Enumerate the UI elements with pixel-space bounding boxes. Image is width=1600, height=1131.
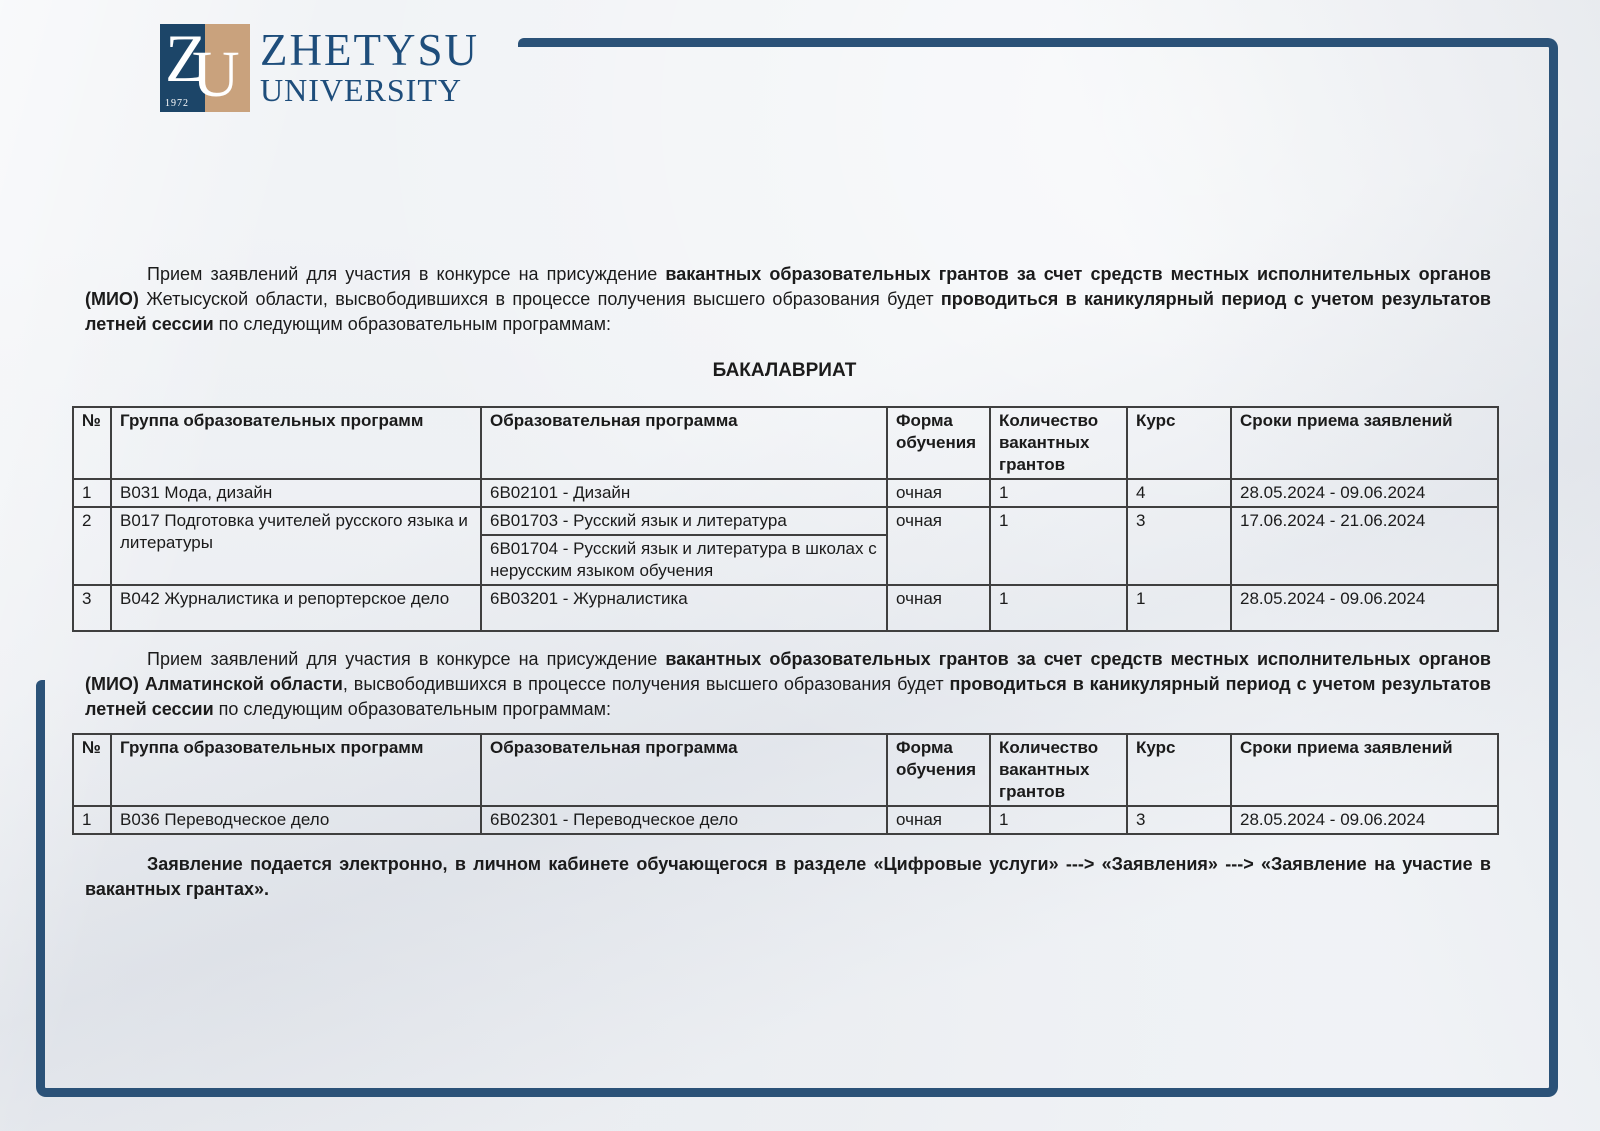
paragraph-text: по следующим образовательным программам: (213, 699, 612, 719)
column-header-form: Форма обучения (887, 734, 990, 806)
paragraph-bold-text: проводиться в каникулярный период с учетом результатов летней сессии (85, 674, 1491, 719)
column-header-group: Группа образовательных программ (111, 734, 481, 806)
logo-title: ZHETYSU (260, 25, 479, 75)
column-header-form: Форма обучения (887, 407, 990, 479)
logo-subtitle: UNIVERSITY (260, 72, 462, 108)
column-header-dates: Сроки приема заявлений (1231, 734, 1498, 806)
cell-course: 4 (1127, 479, 1231, 507)
cell-group: B017 Подготовка учителей русского языка и литературы (111, 507, 481, 585)
university-logo (160, 20, 479, 112)
paragraph-bold-text: проводиться в каникулярный период с учетом результатов летней сессии (85, 289, 1491, 334)
cell-grants: 1 (990, 507, 1127, 585)
paragraph-text: Жетысуской области, высвободившихся в процессе получения высшего образования будет (138, 289, 941, 309)
cell-form: очная (887, 479, 990, 507)
column-header-program: Образовательная программа (481, 734, 887, 806)
cell-form: очная (887, 806, 990, 834)
column-header-grants: Количество вакантных грантов (990, 407, 1127, 479)
cell-number: 1 (73, 479, 111, 507)
section-title-bachelor: БАКАЛАВРИАТ (712, 360, 857, 381)
paragraph-text: Прием заявлений для участия в конкурсе на присуждение (147, 264, 666, 284)
logo-letter-u: U (192, 38, 240, 111)
cell-grants: 1 (990, 806, 1127, 834)
logo-year: 1972 (165, 98, 189, 109)
table-row (73, 507, 1498, 535)
column-header-course: Курс (1127, 407, 1231, 479)
cell-grants: 1 (990, 585, 1127, 631)
table-row (73, 479, 1498, 507)
table-row (73, 806, 1498, 834)
table-row (73, 585, 1498, 631)
cell-form: очная (887, 507, 990, 585)
paragraph-text: , высвободившихся в процессе получения высшего образования будет (342, 674, 950, 694)
column-header-grants: Количество вакантных грантов (990, 734, 1127, 806)
table-header-row (73, 734, 1498, 806)
grants-table-almaty (72, 733, 1499, 835)
cell-grants: 1 (990, 479, 1127, 507)
cell-dates: 28.05.2024 - 09.06.2024 (1231, 479, 1498, 507)
intro-paragraph-zhetysu (85, 262, 1491, 337)
footer-note: Заявление подается электронно, в личном кабинете обучающегося в разделе «Цифровые услуги» ---> «Заявления» ---> «Заявление на участие в вакантных грантах». (85, 854, 1491, 899)
logo-wordmark (260, 24, 479, 108)
cell-program: 6B03201 - Журналистика (481, 585, 887, 631)
paragraph-text: Прием заявлений для участия в конкурсе на присуждение (147, 649, 666, 669)
cell-dates: 17.06.2024 - 21.06.2024 (1231, 507, 1498, 585)
paragraph-bold-text: вакантных образовательных грантов за счет средств местных исполнительных органов (МИО) (85, 264, 1492, 309)
cell-dates: 28.05.2024 - 09.06.2024 (1231, 585, 1498, 631)
table-header-row (73, 407, 1498, 479)
cell-number: 3 (73, 585, 111, 631)
cell-program: 6B02301 - Переводческое дело (481, 806, 887, 834)
intro-paragraph-almaty (85, 647, 1491, 722)
column-header-dates: Сроки приема заявлений (1231, 407, 1498, 479)
column-header-number: № (73, 734, 111, 806)
cell-group: B031 Мода, дизайн (111, 479, 481, 507)
column-header-program: Образовательная программа (481, 407, 887, 479)
logo-monogram (160, 20, 250, 112)
cell-program: 6B02101 - Дизайн (481, 479, 887, 507)
cell-program: 6B01704 - Русский язык и литература в школах с нерусским языком обучения (481, 535, 887, 585)
cell-course: 1 (1127, 585, 1231, 631)
column-header-group: Группа образовательных программ (111, 407, 481, 479)
paragraph-bold-text: вакантных образовательных грантов за счет средств местных исполнительных органов (МИО) Алматинской области (85, 649, 1492, 694)
cell-course: 3 (1127, 806, 1231, 834)
column-header-number: № (73, 407, 111, 479)
paragraph-text: по следующим образовательным программам: (213, 314, 612, 334)
cell-form: очная (887, 585, 990, 631)
cell-group: B042 Журналистика и репортерское дело (111, 585, 481, 631)
cell-course: 3 (1127, 507, 1231, 585)
cell-number: 2 (73, 507, 111, 585)
cell-dates: 28.05.2024 - 09.06.2024 (1231, 806, 1498, 834)
column-header-course: Курс (1127, 734, 1231, 806)
logo-letter-z: Z (165, 20, 207, 96)
cell-program: 6B01703 - Русский язык и литература (481, 507, 887, 535)
cell-number: 1 (73, 806, 111, 834)
cell-group: B036 Переводческое дело (111, 806, 481, 834)
logo-square-u (192, 24, 250, 112)
grants-table-zhetysu (72, 406, 1499, 632)
